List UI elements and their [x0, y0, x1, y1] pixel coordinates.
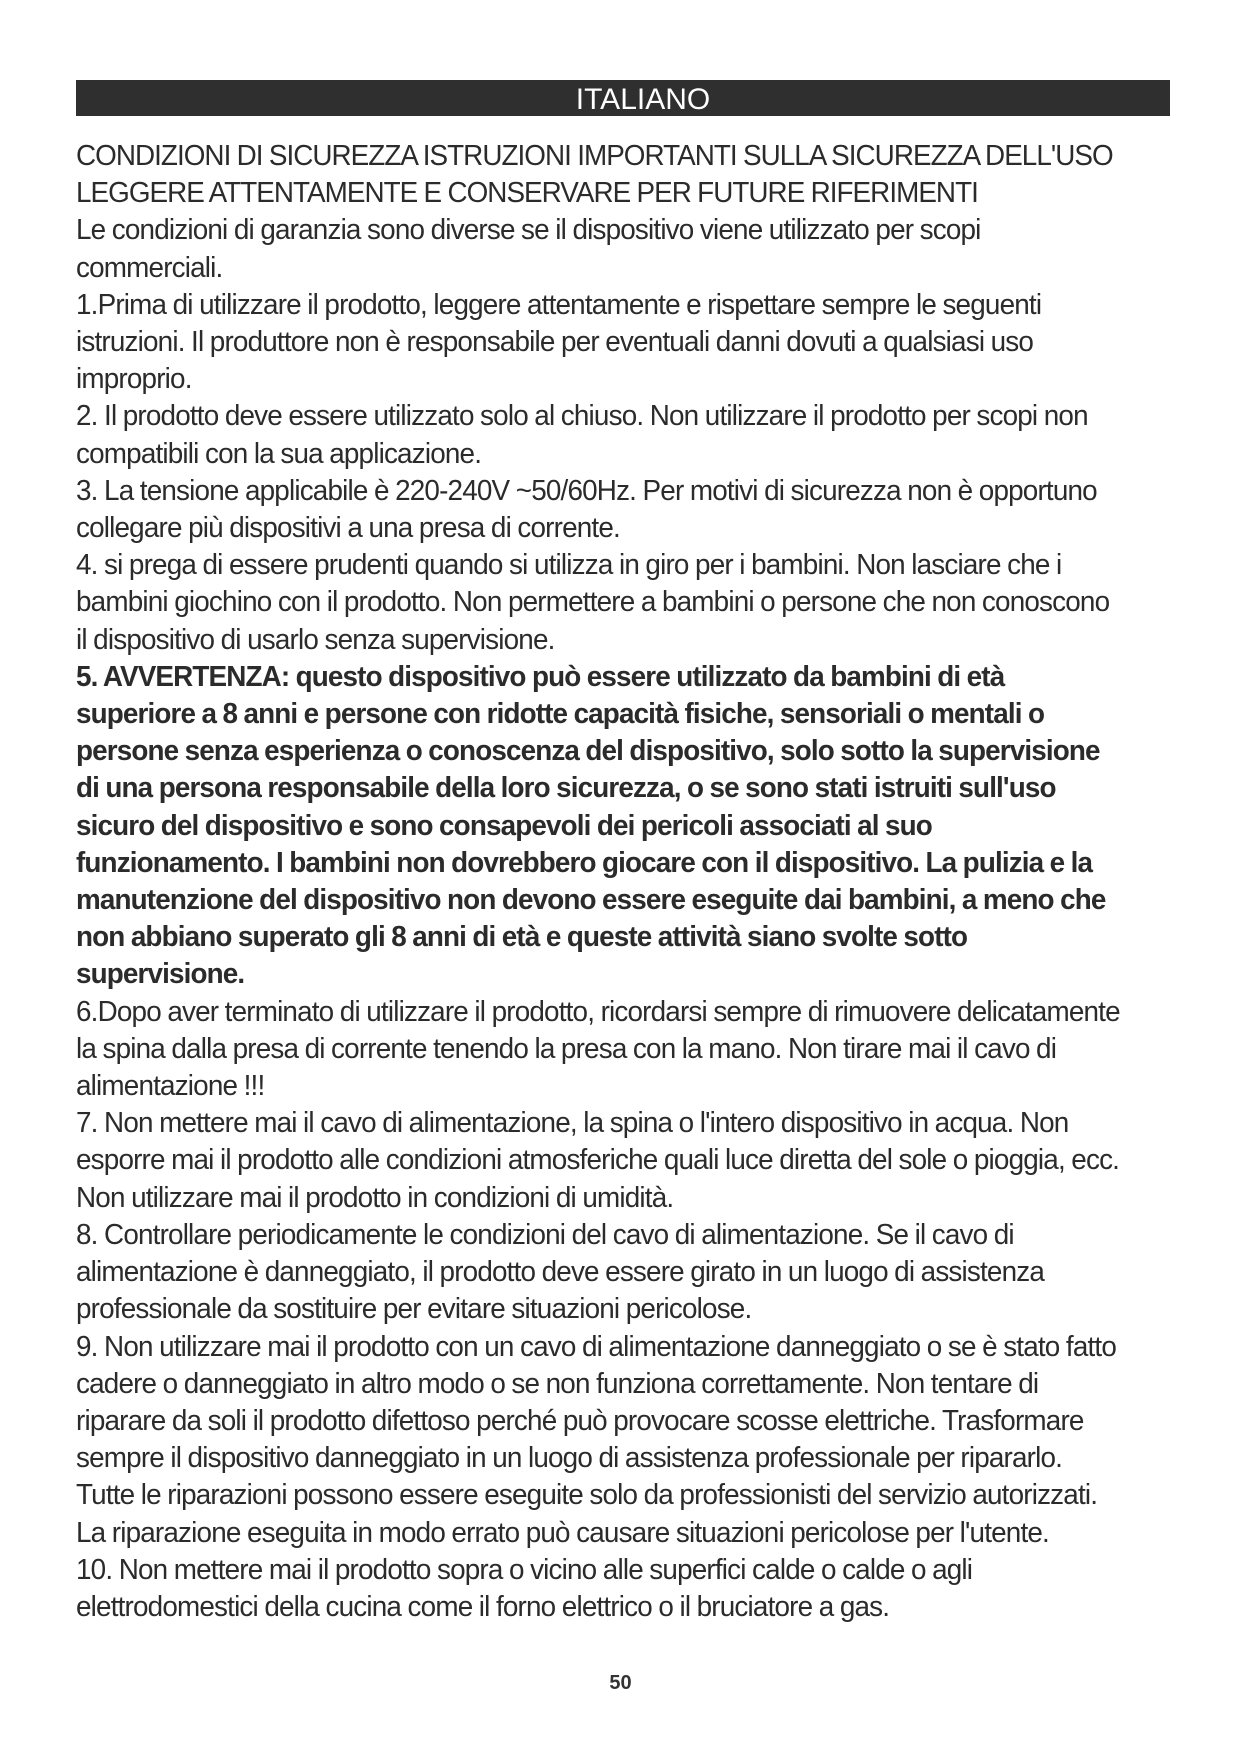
instruction-item-2: 2. Il prodotto deve essere utilizzato solo al chiuso. Non utilizzare il prodotto per scopi non compatibili con la sua applicazione. [76, 400, 1088, 470]
instruction-item-5-warning: 5. AVVERTENZA: questo dispositivo può essere utilizzato da bambini di età superiore a 8 anni e persone con ridotte capacità fisiche, sensoriali o mentali o persone senza esperienza o conoscenza del dispositivo, solo sotto la supervisione di una persona responsabile della loro sicurezza, o se sono stati istruiti sull'uso sicuro del dispositivo e sono consapevoli dei pericoli associati al suo funzionamento. I bambini non dovrebbero giocare con il dispositivo. La pulizia e la manutenzione del dispositivo non devono essere eseguite dai bambini, a meno che non abbiano superato gli 8 anni di età e queste attività siano svolte sotto supervisione. [76, 660, 1106, 991]
warranty-intro: Le condizioni di garanzia sono diverse se il dispositivo viene utilizzato per scopi commerciali. [76, 214, 981, 284]
language-label: ITALIANO [575, 83, 711, 116]
safety-instructions [76, 138, 1126, 1626]
language-header-bar [76, 80, 1170, 116]
instruction-item-8: 8. Controllare periodicamente le condizioni del cavo di alimentazione. Se il cavo di alimentazione è danneggiato, il prodotto deve essere girato in un luogo di assistenza professionale da sostituire per evitare situazioni pericolose. [76, 1218, 1045, 1326]
instruction-item-10: 10. Non mettere mai il prodotto sopra o vicino alle superfici calde o calde o agli elettrodomestici della cucina come il forno elettrico o il bruciatore a gas. [76, 1553, 973, 1623]
instruction-item-6: 6.Dopo aver terminato di utilizzare il prodotto, ricordarsi sempre di rimuovere delicatamente la spina dalla presa di corrente tenendo la presa con la mano. Non tirare mai il cavo di alimentazione !!! [76, 995, 1120, 1103]
instruction-item-3: 3. La tensione applicabile è 220-240V ~50/60Hz. Per motivi di sicurezza non è opportuno collegare più dispositivi a una presa di corrente. [76, 474, 1097, 545]
instruction-item-9: 9. Non utilizzare mai il prodotto con un cavo di alimentazione danneggiato o se è stato fatto cadere o danneggiato in altro modo o se non funziona correttamente. Non tentare di riparare da soli il prodotto difettoso perché può provocare scosse elettriche. Trasformare sempre il dispositivo danneggiato in un luogo di assistenza professionale per ripararlo. Tutte le riparazioni possono essere eseguite solo da professionisti del servizio autorizzati. La riparazione eseguita in modo errato può causare situazioni pericolose per l'utente. [76, 1330, 1117, 1549]
document-title-line-2: LEGGERE ATTENTAMENTE E CONSERVARE PER FUTURE RIFERIMENTI [76, 177, 978, 210]
instruction-item-7: 7. Non mettere mai il cavo di alimentazione, la spina o l'intero dispositivo in acqua. Non esporre mai il prodotto alle condizioni atmosferiche quali luce diretta del sole o pioggia, ecc. Non utilizzare mai il prodotto in condizioni di umidità. [76, 1107, 1120, 1214]
instruction-item-4: 4. si prega di essere prudenti quando si utilizza in giro per i bambini. Non lasciare che i bambini giochino con il prodotto. Non permettere a bambini o persone che non conoscono il dispositivo di usarlo senza supervisione. [76, 549, 1110, 656]
instruction-item-1: 1.Prima di utilizzare il prodotto, leggere attentamente e rispettare sempre le seguenti istruzioni. Il produttore non è responsabile per eventuali danni dovuti a qualsiasi uso improprio. [76, 288, 1042, 396]
page-number: 50 [609, 1672, 632, 1694]
document-title-line-1: CONDIZIONI DI SICUREZZA ISTRUZIONI IMPORTANTI SULLA SICUREZZA DELL'USO [76, 140, 1113, 172]
